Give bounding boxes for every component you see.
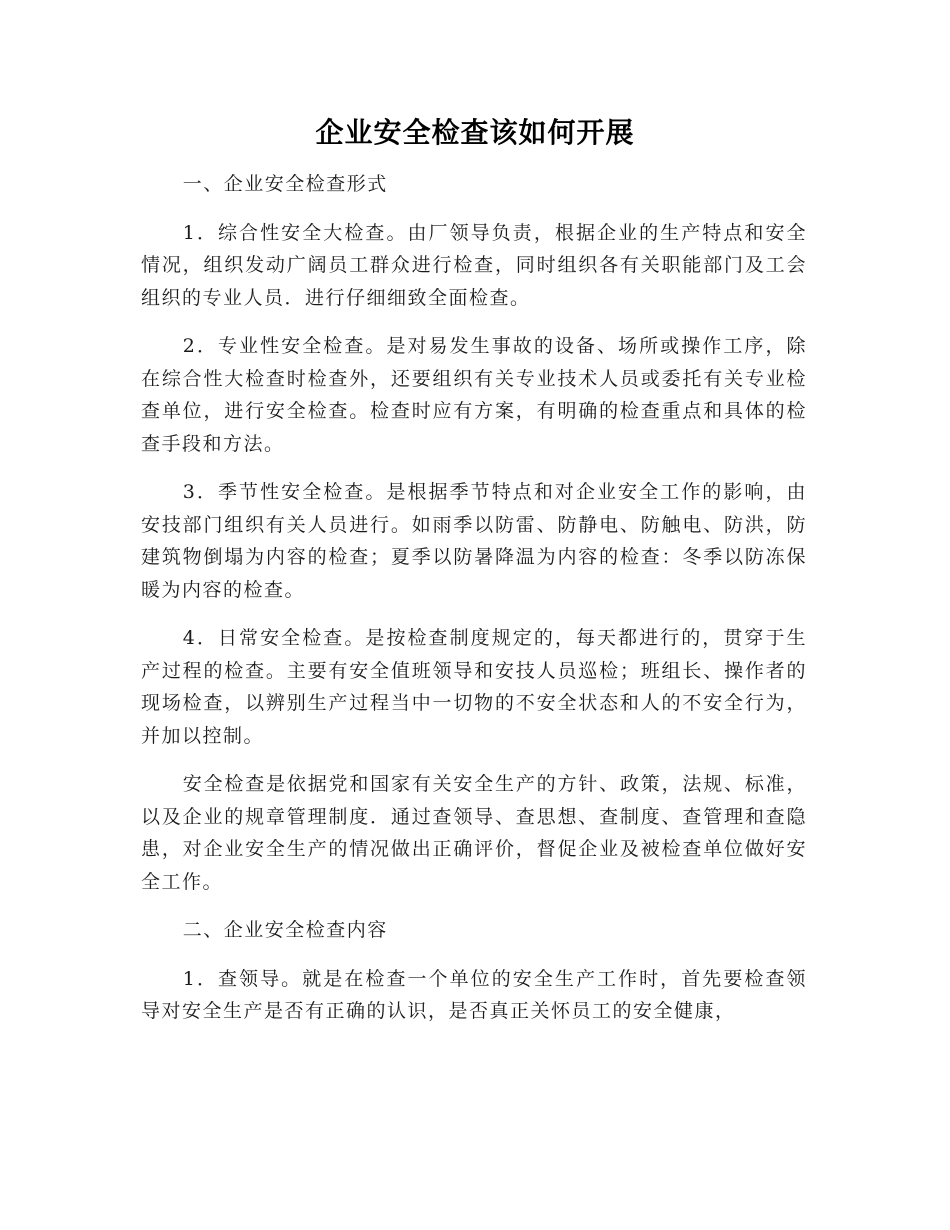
paragraph-comprehensive-inspection: 1．综合性安全大检查。由厂领导负责，根据企业的生产特点和安全情况，组织发动广阔员工群众进行检查，同时组织各有关职能部门及工会组织的专业人员．进行仔细细致全面检查。 [141,221,807,309]
paragraph-check-leadership: 1．查领导。就是在检查一个单位的安全生产工作时，首先要检查领导对安全生产是否有正确的认识，是否真正关怀员工的安全健康， [141,967,807,1022]
paragraph-daily-inspection: 4．日常安全检查。是按检查制度规定的，每天都进行的，贯穿于生产过程的检查。主要有安全值班领导和安技人员巡检；班组长、操作者的现场检查，以辨别生产过程当中一切物的不安全状态和人的不安全行为，并加以控制。 [141,627,807,747]
document-body [141,168,807,1044]
paragraph-professional-inspection: 2．专业性安全检查。是对易发生事故的设备、场所或操作工序，除在综合性大检查时检查外，还要组织有关专业技术人员或委托有关专业检查单位，进行安全检查。检查时应有方案，有明确的检查重点和具体的检查手段和方法。 [141,335,807,455]
document-title: 企业安全检查该如何开展 [315,116,635,149]
paragraph-seasonal-inspection: 3．季节性安全检查。是根据季节特点和对企业安全工作的影响，由安技部门组织有关人员进行。如雨季以防雷、防静电、防触电、防洪，防建筑物倒塌为内容的检查；夏季以防暑降温为内容的检查：冬季以防冻保暖为内容的检查。 [141,481,807,601]
paragraph-inspection-summary: 安全检查是依据党和国家有关安全生产的方针、政策，法规、标准，以及企业的规章管理制度．通过查领导、查思想、查制度、查管理和查隐患，对企业安全生产的情况做出正确评价，督促企业及被检查单位做好安全工作。 [141,773,807,893]
section-heading-content: 二、企业安全检查内容 [182,919,388,941]
section-heading-forms: 一、企业安全检查形式 [182,173,388,195]
